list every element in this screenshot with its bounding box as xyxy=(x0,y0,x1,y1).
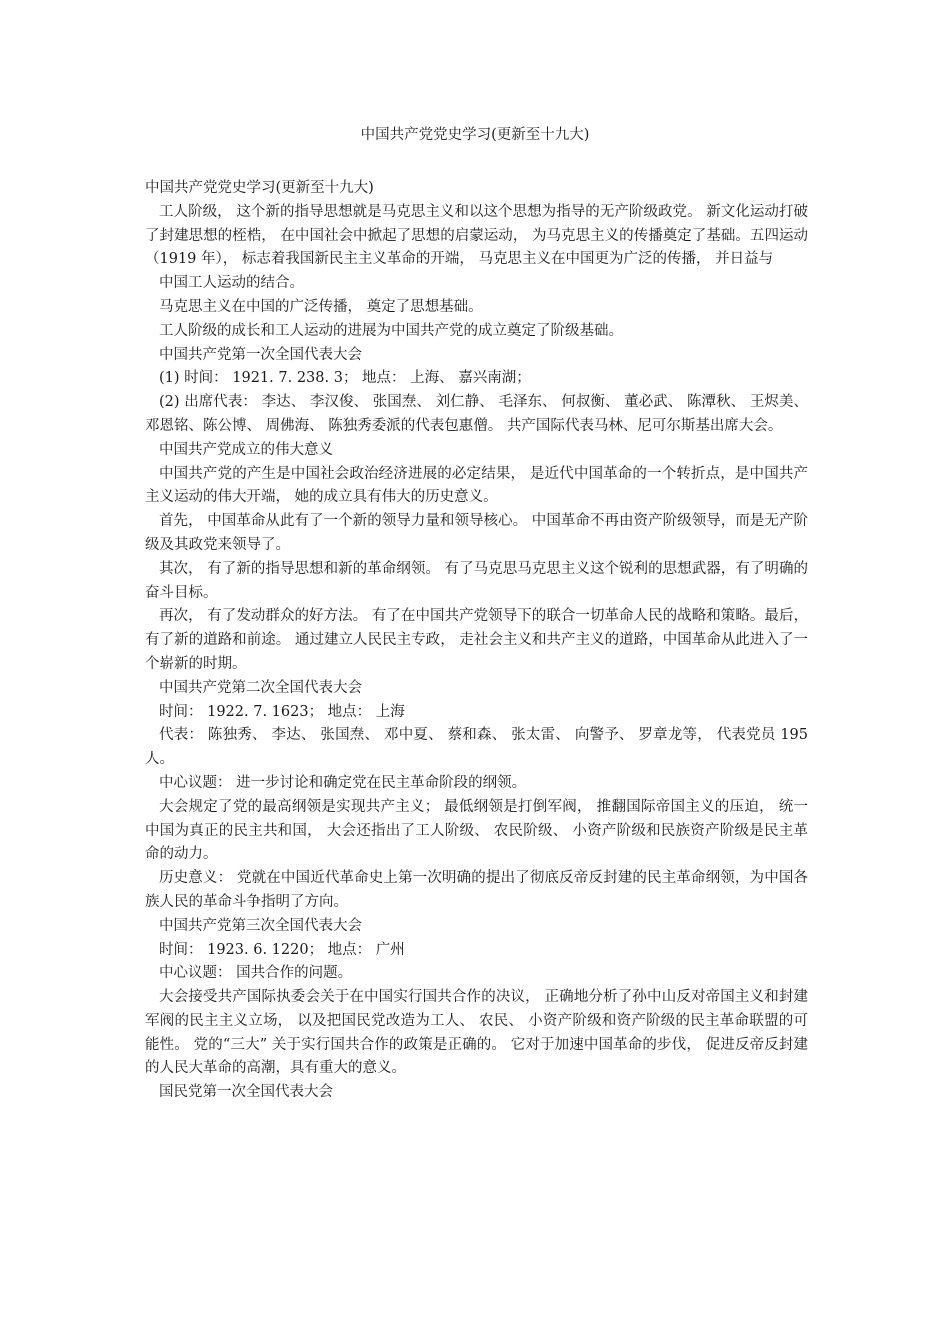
paragraph: 时间： 1923. 6. 1220； 地点： 广州 xyxy=(159,941,405,958)
paragraph: 中国共产党的产生是中国社会政治经济进展的必定结果， 是近代中国革命的一个转折点，是中国共产主义运动的伟大开端， 她的成立具有伟大的历史意义。 xyxy=(145,465,808,506)
body-heading: 中国共产党党史学习(更新至十九大) xyxy=(145,180,374,196)
paragraph: 时间： 1922. 7. 1623； 地点： 上海 xyxy=(159,703,405,720)
paragraph: 大会接受共产国际执委会关于在中国实行国共合作的决议， 正确地分析了孙中山反对帝国主义和封建军阀的民主主义立场， 以及把国民党改造为工人、 农民、 小资产阶级和资产阶级的民主革命联盟的可能性。 党的“三大” 关于实行国共合作的政策是正确的。 它对于加速中国革命的步伐， 促进反帝反封建的人民大革命的高潮，具有重大的意义。 xyxy=(145,989,808,1077)
document-title: 中国共产党党史学习(更新至十九大) xyxy=(360,127,590,143)
section-heading: 中国共产党第三次全国代表大会 xyxy=(159,917,362,934)
paragraph: 中心议题： 进一步讨论和确定党在民主革命阶段的纲领。 xyxy=(159,774,527,791)
document-body xyxy=(145,177,808,1105)
paragraph: 中心议题： 国共合作的问题。 xyxy=(159,965,353,982)
paragraph: 大会规定了党的最高纲领是实现共产主义； 最低纲领是打倒军阀， 推翻国际帝国主义的压迫， 统一中国为真正的民主共和国， 大会还指出了工人阶级、 农民阶级、 小资产阶级和民族资产阶级是民主革命的动力。 xyxy=(145,798,808,863)
section-heading: 中国共产党成立的伟大意义 xyxy=(159,441,333,458)
paragraph: 马克思主义在中国的广泛传播， 奠定了思想基础。 xyxy=(159,298,483,315)
paragraph: 再次， 有了发动群众的好方法。 有了在中国共产党领导下的联合一切革命人民的战略和策略。最后， 有了新的道路和前途。 通过建立人民民主专政， 走社会主义和共产主义的道路，中国革命从此进入了一个崭新的时期。 xyxy=(145,608,808,672)
paragraph: 其次， 有了新的指导思想和新的革命纲领。 有了马克思马克思主义这个锐利的思想武器，有了明确的奋斗目标。 xyxy=(145,560,808,601)
paragraph: 工人阶级的成长和工人运动的进展为中国共产党的成立奠定了阶级基础。 xyxy=(159,322,623,339)
section-heading: 中国共产党第一次全国代表大会 xyxy=(159,346,362,363)
paragraph: (2) 出席代表： 李达、 李汉俊、 张国焘、 刘仁静、 毛泽东、 何叔衡、 董必武、 陈潭秋、 王烬美、 邓恩铭、陈公博、 周佛海、 陈独秀委派的代表包惠僧。 共产国际代表马林、尼可尔斯基出席大会。 xyxy=(145,394,808,434)
paragraph: 中国工人运动的结合。 xyxy=(159,275,304,292)
paragraph: 代表： 陈独秀、 李达、 张国焘、 邓中夏、 蔡和森、 张太雷、 向警予、 罗章龙等， 代表党员 195 人。 xyxy=(145,727,808,768)
paragraph: (1) 时间： 1921. 7. 238. 3； 地点： 上海、 嘉兴南湖； xyxy=(159,370,531,387)
paragraph: 首先， 中国革命从此有了一个新的领导力量和领导核心。 中国革命不再由资产阶级领导，而是无产阶级及其政党来领导了。 xyxy=(145,513,808,553)
paragraph: 历史意义： 党就在中国近代革命史上第一次明确的提出了彻底反帝反封建的民主革命纲领，为中国各族人民的革命斗争指明了方向。 xyxy=(145,870,808,910)
section-heading: 国民党第一次全国代表大会 xyxy=(159,1084,333,1101)
paragraph: 工人阶级， 这个新的指导思想就是马克思主义和以这个思想为指导的无产阶级政党。 新文化运动打破了封建思想的桎梏， 在中国社会中掀起了思想的启蒙运动， 为马克思主义的传播奠定了基础。五四运动（1919 年）， 标志着我国新民主主义革命的开端， 马克思主义在中国更为广泛的传播， 并日益与 xyxy=(145,203,808,268)
section-heading: 中国共产党第二次全国代表大会 xyxy=(159,679,362,696)
